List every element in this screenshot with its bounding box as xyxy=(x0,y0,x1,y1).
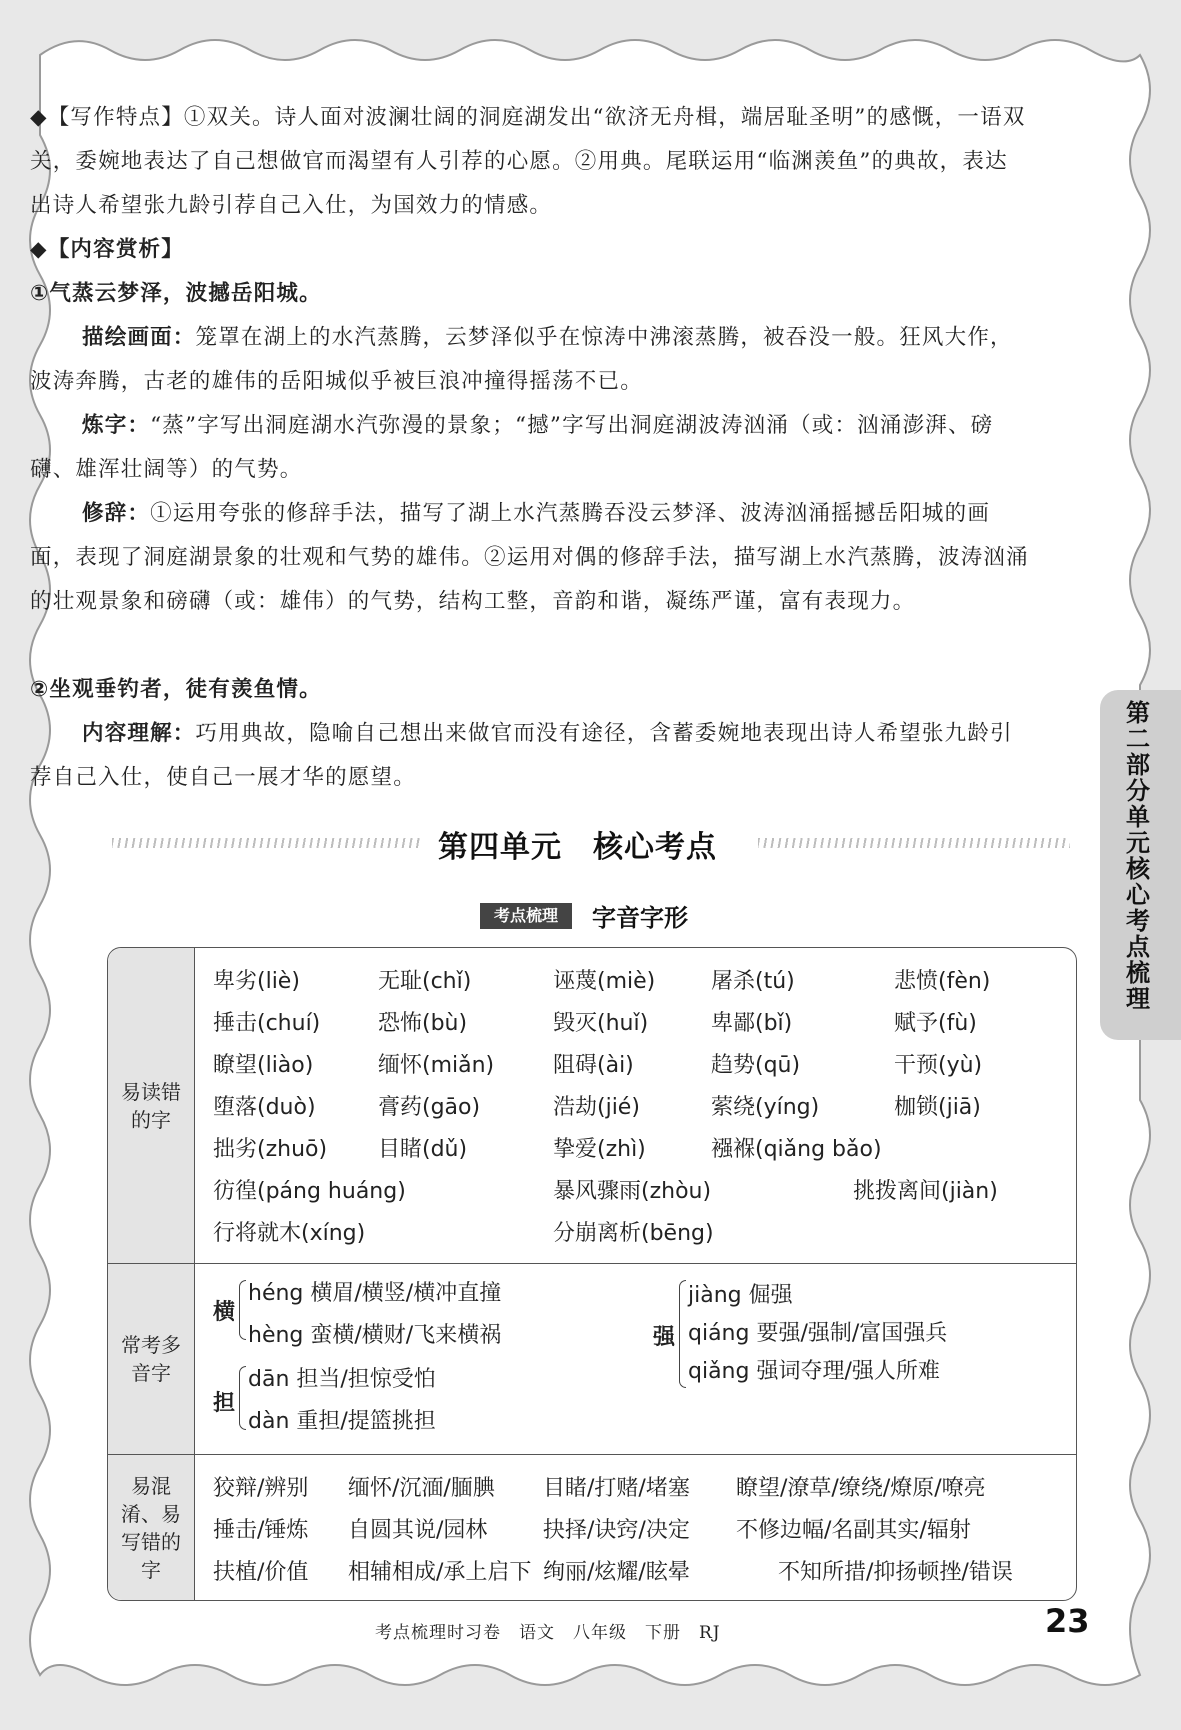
polyphone-reading: dàn 重担/提篮挑担 xyxy=(248,1409,436,1434)
rhetoric-paragraph: 修辞：①运用夸张的修辞手法，描写了湖上水汽蒸腾吞没云梦泽、波涛汹涌摇撼岳阳城的画面，表现了洞庭湖景象的壮观和气势的雄伟。②运用对偶的修辞手法，描写湖上水汽蒸腾，波涛汹涌的壮观景象和磅礴（或：雄伟）的气势，结构工整，音韵和谐，凝练严谨，富有表现力。 xyxy=(30,501,1029,614)
hatch-right xyxy=(758,838,1070,848)
polyphone-reading: qiáng 要强/强制/富国强兵 xyxy=(688,1321,948,1346)
brace xyxy=(239,1366,246,1430)
word-item: 毁灭(huǐ) xyxy=(553,1011,649,1036)
word-item: 趋势(qū) xyxy=(711,1053,801,1078)
word-item: 目睹(dǔ) xyxy=(378,1137,468,1162)
word-item: 分崩离析(bēng) xyxy=(553,1221,714,1246)
row1-header: 易读错的字 xyxy=(108,948,195,1263)
word-item: 赋予(fù) xyxy=(894,1011,977,1036)
brace xyxy=(679,1280,686,1388)
polyphone-reading: jiàng 倔强 xyxy=(688,1283,793,1308)
word-item: 悲愤(fèn) xyxy=(894,969,991,994)
word-item: 缅怀(miǎn) xyxy=(378,1053,495,1078)
word-item: 挑拨离间(jiàn) xyxy=(853,1179,998,1204)
word-item: 拙劣(zhuō) xyxy=(213,1137,328,1162)
polyphone-reading: dān 担当/担惊受怕 xyxy=(248,1367,436,1392)
word-item: 萦绕(yíng) xyxy=(711,1095,820,1120)
writing-features-paragraph: ◆【写作特点】①双关。诗人面对波澜壮阔的洞庭湖发出“欲济无舟楫，端居耻圣明”的感慨，一语双关，委婉地表达了自己想做官而渴望有人引荐的心愿。②用典。尾联运用“临渊羡鱼”的典故，表达出诗人希望张九龄引荐自己入仕，为国效力的情感。 xyxy=(30,105,1026,218)
poem-line-2: ②坐观垂钓者，徒有羡鱼情。 xyxy=(30,677,322,702)
confusable-item: 扶植/价值 xyxy=(213,1560,309,1585)
word-item: 浩劫(jié) xyxy=(553,1095,640,1120)
word-item: 诬蔑(miè) xyxy=(553,969,656,994)
section-title: 字音字形 xyxy=(592,904,688,932)
rhetoric-label: 修辞： xyxy=(82,501,151,526)
word-refining-paragraph: 炼字：“蒸”字写出洞庭湖水汽弥漫的景象；“撼”字写出洞庭湖波涛汹涌（或：汹涌澎湃、磅礴、雄浑壮阔等）的气势。 xyxy=(30,413,994,482)
word-item: 卑劣(liè) xyxy=(213,969,300,994)
depiction-paragraph: 描绘画面：笼罩在湖上的水汽蒸腾，云梦泽似乎在惊涛中沸滚蒸腾，被吞没一般。狂风大作，波涛奔腾，古老的雄伟的岳阳城似乎被巨浪冲撞得摇荡不已。 xyxy=(30,325,1013,394)
row2-header: 常考多音字 xyxy=(108,1264,195,1454)
word-item: 屠杀(tú) xyxy=(711,969,795,994)
word-refining-label: 炼字： xyxy=(82,413,151,438)
row-divider xyxy=(108,1454,1076,1455)
word-item: 卑鄙(bǐ) xyxy=(711,1011,793,1036)
confusable-item: 抉择/诀窍/决定 xyxy=(543,1518,690,1543)
word-item: 干预(yù) xyxy=(894,1053,983,1078)
confusable-item: 目睹/打赌/堵塞 xyxy=(543,1476,690,1501)
side-tab-label: 第二部分 单元核心考点梳理 xyxy=(1126,699,1150,1013)
polyphone-qiang: 强 xyxy=(653,1325,676,1350)
word-item: 阻碍(ài) xyxy=(553,1053,634,1078)
word-item: 暴风骤雨(zhòu) xyxy=(553,1179,712,1204)
poem-line-1: ①气蒸云梦泽，波撼岳阳城。 xyxy=(30,281,322,306)
character-table xyxy=(107,947,1077,1601)
confusable-item: 绚丽/炫耀/眩晕 xyxy=(543,1560,690,1585)
word-item: 襁褓(qiǎng bǎo) xyxy=(711,1137,882,1162)
confusable-item: 自圆其说/园林 xyxy=(348,1518,488,1543)
confusable-item: 狡辩/辨别 xyxy=(213,1476,309,1501)
confusable-item: 不修边幅/名副其实/辐射 xyxy=(736,1518,971,1543)
row3-header: 易混淆、易写错的字 xyxy=(108,1455,195,1600)
confusable-item: 瞭望/潦草/缭绕/燎原/嘹亮 xyxy=(736,1476,986,1501)
polyphone-reading: qiǎng 强词夺理/强人所难 xyxy=(688,1359,940,1384)
content-understanding-paragraph: 内容理解：巧用典故，隐喻自己想出来做官而没有途径，含蓄委婉地表现出诗人希望张九龄引荐自己入仕，使自己一展才华的愿望。 xyxy=(30,721,1013,790)
word-item: 恐怖(bù) xyxy=(378,1011,468,1036)
page-number: 23 xyxy=(1045,1602,1090,1640)
word-item: 无耻(chǐ) xyxy=(378,969,472,994)
unit-title: 第四单元 核心考点 xyxy=(438,830,717,865)
word-item: 捶击(chuí) xyxy=(213,1011,321,1036)
confusable-item: 不知所措/抑扬顿挫/错误 xyxy=(778,1560,1013,1585)
word-item: 堕落(duò) xyxy=(213,1095,316,1120)
polyphone-reading: hèng 蛮横/横财/飞来横祸 xyxy=(248,1323,502,1348)
content-understanding-label: 内容理解： xyxy=(82,721,196,746)
row-divider xyxy=(108,1263,1076,1264)
word-item: 膏药(gāo) xyxy=(378,1095,481,1120)
word-item: 挚爱(zhì) xyxy=(553,1137,646,1162)
content-analysis-heading: ◆【内容赏析】 xyxy=(30,237,184,262)
confusable-item: 相辅相成/承上启下 xyxy=(348,1560,532,1585)
section-badge: 考点梳理 xyxy=(480,903,572,929)
word-item: 瞭望(liào) xyxy=(213,1053,314,1078)
word-item: 彷徨(páng huáng) xyxy=(213,1179,406,1204)
polyphone-reading: héng 横眉/横竖/横冲直撞 xyxy=(248,1281,502,1306)
word-item: 行将就木(xíng) xyxy=(213,1221,366,1246)
polyphone-dan: 担 xyxy=(213,1391,236,1416)
word-item: 枷锁(jiā) xyxy=(894,1095,981,1120)
confusable-item: 捶击/锤炼 xyxy=(213,1518,309,1543)
polyphone-heng: 横 xyxy=(213,1300,236,1325)
brace xyxy=(239,1280,246,1340)
confusable-item: 缅怀/沉湎/腼腆 xyxy=(348,1476,495,1501)
footer-text: 考点梳理时习卷 语文 八年级 下册 RJ xyxy=(375,1623,721,1643)
depiction-label: 描绘画面： xyxy=(82,325,196,350)
hatch-left xyxy=(112,838,422,848)
